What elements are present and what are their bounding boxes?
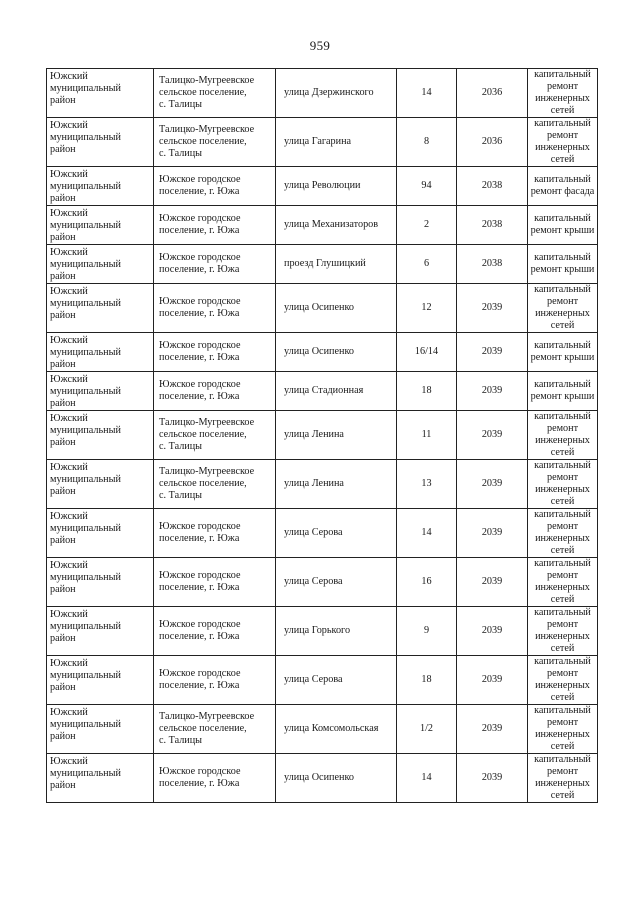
work-type-text: капитальный ремонт крыши: [530, 340, 595, 363]
settlement-text: Южское городское поселение, г. Южа: [159, 340, 241, 363]
house-number-text: 18: [421, 385, 432, 396]
year-cell: [457, 558, 528, 607]
table-row: [47, 206, 598, 245]
settlement-cell: [154, 167, 276, 206]
table-row: [47, 284, 598, 333]
settlement-text: Южское городское поселение, г. Южа: [159, 766, 241, 789]
year-text: 2039: [481, 346, 503, 357]
year-cell: [457, 705, 528, 754]
year-cell: [457, 333, 528, 372]
work-type-cell: [528, 69, 598, 118]
work-type-cell: [528, 167, 598, 206]
year-cell: [457, 460, 528, 509]
house-number-cell: [397, 333, 457, 372]
settlement-text: Южское городское поселение, г. Южа: [159, 668, 241, 691]
table-row: [47, 69, 598, 118]
year-cell: [457, 754, 528, 803]
district-cell: [47, 705, 154, 754]
work-type-cell: [528, 118, 598, 167]
house-number-cell: [397, 558, 457, 607]
district-text: Южский муниципальный район: [50, 462, 121, 497]
street-cell: [276, 558, 397, 607]
settlement-cell: [154, 411, 276, 460]
house-number-cell: [397, 754, 457, 803]
house-number-cell: [397, 460, 457, 509]
street-cell: [276, 167, 397, 206]
settlement-cell: [154, 245, 276, 284]
work-type-cell: [528, 754, 598, 803]
table-row: [47, 705, 598, 754]
page-number: 959: [309, 38, 331, 53]
work-type-cell: [528, 607, 598, 656]
street-text: улица Осипенко: [284, 772, 354, 783]
registry-table-body: [47, 69, 598, 803]
district-text: Южский муниципальный район: [50, 286, 121, 321]
year-text: 2036: [481, 87, 503, 98]
house-number-text: 14: [421, 772, 432, 783]
street-cell: [276, 460, 397, 509]
street-text: улица Серова: [284, 527, 343, 538]
house-number-cell: [397, 167, 457, 206]
year-cell: [457, 411, 528, 460]
year-text: 2039: [481, 302, 503, 313]
house-number-cell: [397, 607, 457, 656]
district-text: Южский муниципальный район: [50, 609, 121, 644]
settlement-cell: [154, 656, 276, 705]
registry-table: [46, 68, 598, 803]
year-text: 2039: [481, 478, 503, 489]
year-text: 2038: [481, 258, 503, 269]
year-text: 2039: [481, 527, 503, 538]
house-number-text: 2: [423, 219, 430, 230]
settlement-cell: [154, 69, 276, 118]
settlement-cell: [154, 705, 276, 754]
street-cell: [276, 509, 397, 558]
year-text: 2038: [481, 219, 503, 230]
year-text: 2039: [481, 723, 503, 734]
district-text: Южский муниципальный район: [50, 413, 121, 448]
house-number-cell: [397, 411, 457, 460]
district-text: Южский муниципальный район: [50, 71, 121, 106]
district-text: Южский муниципальный район: [50, 707, 121, 742]
settlement-text: Талицко-Мугреевское сельское поселение, с. Талицы: [159, 75, 255, 110]
district-text: Южский муниципальный район: [50, 374, 121, 409]
settlement-cell: [154, 206, 276, 245]
settlement-cell: [154, 607, 276, 656]
street-text: улица Механизаторов: [284, 219, 379, 230]
district-cell: [47, 509, 154, 558]
work-type-text: капитальный ремонт инженерных сетей: [534, 509, 591, 556]
house-number-cell: [397, 284, 457, 333]
work-type-text: капитальный ремонт крыши: [530, 379, 595, 402]
work-type-text: капитальный ремонт крыши: [530, 213, 595, 236]
table-row: [47, 372, 598, 411]
table-row: [47, 754, 598, 803]
year-cell: [457, 284, 528, 333]
settlement-text: Южское городское поселение, г. Южа: [159, 619, 241, 642]
work-type-cell: [528, 245, 598, 284]
settlement-cell: [154, 754, 276, 803]
work-type-cell: [528, 705, 598, 754]
district-cell: [47, 69, 154, 118]
district-text: Южский муниципальный район: [50, 560, 121, 595]
settlement-cell: [154, 284, 276, 333]
work-type-text: капитальный ремонт инженерных сетей: [534, 69, 591, 116]
street-cell: [276, 245, 397, 284]
district-cell: [47, 206, 154, 245]
settlement-text: Южское городское поселение, г. Южа: [159, 379, 241, 402]
house-number-cell: [397, 118, 457, 167]
year-cell: [457, 118, 528, 167]
year-cell: [457, 167, 528, 206]
settlement-text: Южское городское поселение, г. Южа: [159, 213, 241, 236]
house-number-cell: [397, 245, 457, 284]
work-type-text: капитальный ремонт инженерных сетей: [534, 705, 591, 752]
street-cell: [276, 754, 397, 803]
year-text: 2039: [481, 674, 503, 685]
settlement-text: Южское городское поселение, г. Южа: [159, 252, 241, 275]
work-type-text: капитальный ремонт инженерных сетей: [534, 460, 591, 507]
district-text: Южский муниципальный район: [50, 658, 121, 693]
settlement-cell: [154, 460, 276, 509]
settlement-cell: [154, 509, 276, 558]
table-row: [47, 460, 598, 509]
street-text: улица Горького: [284, 625, 351, 636]
district-cell: [47, 411, 154, 460]
house-number-cell: [397, 206, 457, 245]
district-text: Южский муниципальный район: [50, 335, 121, 370]
table-row: [47, 656, 598, 705]
table-row: [47, 558, 598, 607]
street-text: проезд Глушицкий: [284, 258, 366, 269]
year-cell: [457, 607, 528, 656]
work-type-cell: [528, 509, 598, 558]
table-row: [47, 118, 598, 167]
district-cell: [47, 754, 154, 803]
house-number-text: 11: [421, 429, 432, 440]
street-text: улица Дзержинского: [284, 87, 374, 98]
district-text: Южский муниципальный район: [50, 756, 121, 791]
street-cell: [276, 284, 397, 333]
street-text: улица Серова: [284, 674, 343, 685]
settlement-text: Талицко-Мугреевское сельское поселение, с. Талицы: [159, 466, 255, 501]
house-number-text: 12: [421, 302, 432, 313]
work-type-text: капитальный ремонт инженерных сетей: [534, 607, 591, 654]
work-type-text: капитальный ремонт крыши: [530, 252, 595, 275]
work-type-text: капитальный ремонт инженерных сетей: [534, 284, 591, 331]
house-number-text: 14: [421, 527, 432, 538]
district-cell: [47, 558, 154, 607]
street-text: улица Осипенко: [284, 302, 354, 313]
year-text: 2038: [481, 180, 503, 191]
settlement-text: Южское городское поселение, г. Южа: [159, 296, 241, 319]
street-cell: [276, 656, 397, 705]
house-number-text: 18: [421, 674, 432, 685]
street-text: улица Серова: [284, 576, 343, 587]
street-cell: [276, 411, 397, 460]
year-text: 2039: [481, 385, 503, 396]
year-cell: [457, 656, 528, 705]
work-type-cell: [528, 656, 598, 705]
street-cell: [276, 705, 397, 754]
year-cell: [457, 69, 528, 118]
house-number-cell: [397, 509, 457, 558]
year-cell: [457, 245, 528, 284]
district-text: Южский муниципальный район: [50, 208, 121, 243]
year-text: 2039: [481, 772, 503, 783]
district-text: Южский муниципальный район: [50, 247, 121, 282]
settlement-cell: [154, 558, 276, 607]
settlement-cell: [154, 372, 276, 411]
house-number-cell: [397, 69, 457, 118]
house-number-text: 16/14: [414, 346, 439, 357]
street-cell: [276, 372, 397, 411]
work-type-cell: [528, 558, 598, 607]
year-text: 2039: [481, 625, 503, 636]
street-cell: [276, 607, 397, 656]
work-type-cell: [528, 411, 598, 460]
settlement-text: Южское городское поселение, г. Южа: [159, 521, 241, 544]
house-number-text: 16: [421, 576, 432, 587]
work-type-cell: [528, 372, 598, 411]
year-text: 2036: [481, 136, 503, 147]
house-number-text: 8: [423, 136, 430, 147]
street-text: улица Ленина: [284, 478, 344, 489]
district-cell: [47, 284, 154, 333]
table-row: [47, 411, 598, 460]
district-cell: [47, 372, 154, 411]
settlement-text: Талицко-Мугреевское сельское поселение, с. Талицы: [159, 124, 255, 159]
year-text: 2039: [481, 576, 503, 587]
district-cell: [47, 656, 154, 705]
district-cell: [47, 607, 154, 656]
settlement-text: Южское городское поселение, г. Южа: [159, 570, 241, 593]
house-number-text: 14: [421, 87, 432, 98]
house-number-cell: [397, 705, 457, 754]
street-text: улица Стадионная: [284, 385, 364, 396]
table-row: [47, 245, 598, 284]
work-type-text: капитальный ремонт инженерных сетей: [534, 118, 591, 165]
house-number-text: 6: [423, 258, 430, 269]
work-type-cell: [528, 460, 598, 509]
work-type-text: капитальный ремонт фасада: [530, 174, 595, 197]
settlement-cell: [154, 333, 276, 372]
street-text: улица Революции: [284, 180, 361, 191]
work-type-text: капитальный ремонт инженерных сетей: [534, 754, 591, 801]
street-cell: [276, 206, 397, 245]
street-text: улица Осипенко: [284, 346, 354, 357]
work-type-cell: [528, 333, 598, 372]
table-row: [47, 333, 598, 372]
street-cell: [276, 69, 397, 118]
district-text: Южский муниципальный район: [50, 511, 121, 546]
house-number-cell: [397, 656, 457, 705]
street-text: улица Комсомольская: [284, 723, 379, 734]
settlement-text: Талицко-Мугреевское сельское поселение, с. Талицы: [159, 417, 255, 452]
work-type-cell: [528, 206, 598, 245]
table-row: [47, 509, 598, 558]
table-row: [47, 167, 598, 206]
table-row: [47, 607, 598, 656]
work-type-text: капитальный ремонт инженерных сетей: [534, 656, 591, 703]
district-cell: [47, 118, 154, 167]
district-cell: [47, 245, 154, 284]
house-number-text: 1/2: [419, 723, 434, 734]
house-number-text: 9: [423, 625, 430, 636]
district-text: Южский муниципальный район: [50, 120, 121, 155]
street-text: улица Ленина: [284, 429, 344, 440]
work-type-text: капитальный ремонт инженерных сетей: [534, 411, 591, 458]
settlement-cell: [154, 118, 276, 167]
year-cell: [457, 206, 528, 245]
settlement-text: Талицко-Мугреевское сельское поселение, с. Талицы: [159, 711, 255, 746]
work-type-cell: [528, 284, 598, 333]
district-cell: [47, 460, 154, 509]
year-text: 2039: [481, 429, 503, 440]
district-cell: [47, 167, 154, 206]
street-text: улица Гагарина: [284, 136, 352, 147]
house-number-cell: [397, 372, 457, 411]
district-cell: [47, 333, 154, 372]
district-text: Южский муниципальный район: [50, 169, 121, 204]
year-cell: [457, 509, 528, 558]
street-cell: [276, 118, 397, 167]
work-type-text: капитальный ремонт инженерных сетей: [534, 558, 591, 605]
house-number-text: 94: [421, 180, 432, 191]
year-cell: [457, 372, 528, 411]
house-number-text: 13: [421, 478, 432, 489]
settlement-text: Южское городское поселение, г. Южа: [159, 174, 241, 197]
street-cell: [276, 333, 397, 372]
